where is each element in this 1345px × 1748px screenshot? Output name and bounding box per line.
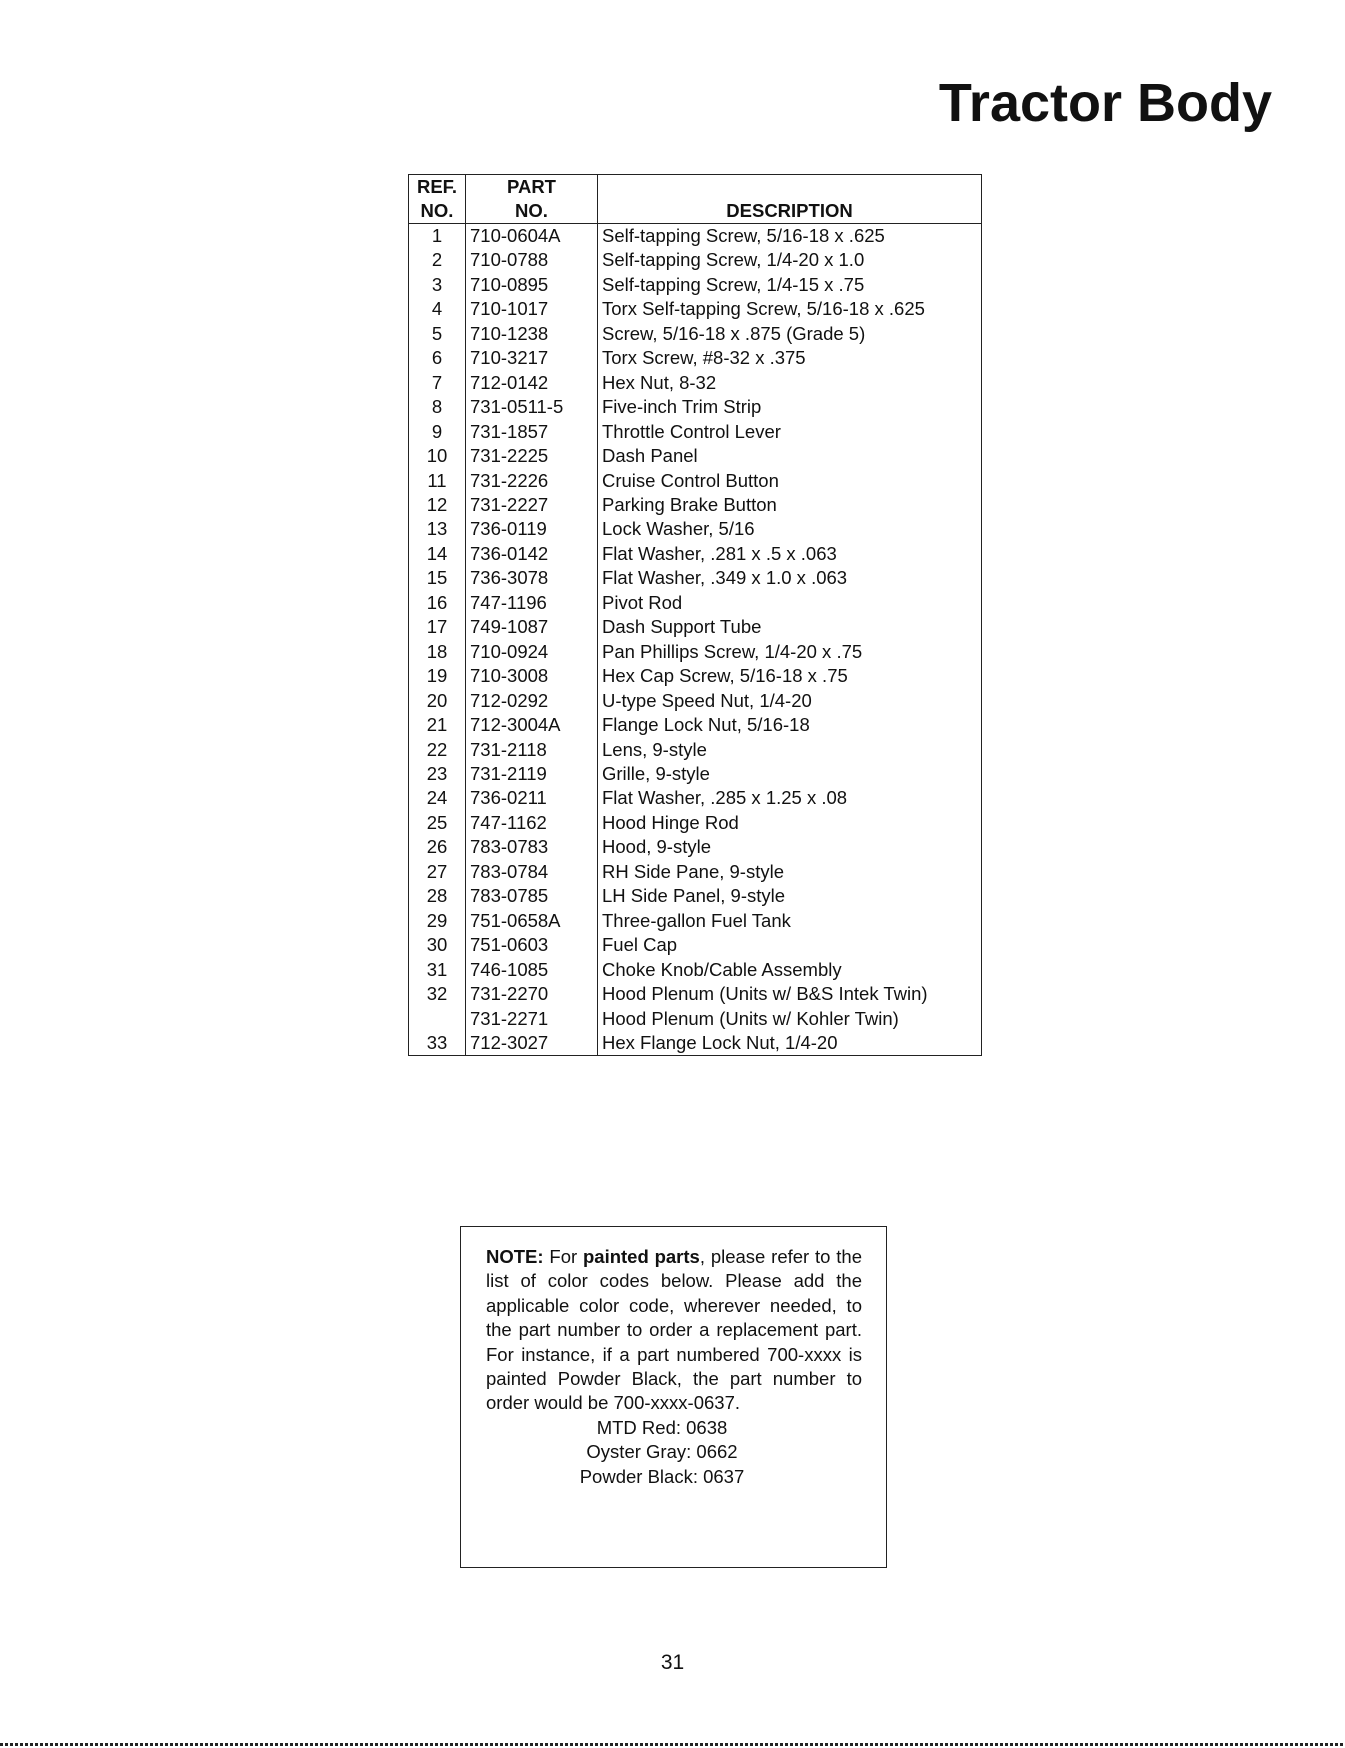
ref-no-cell: 12: [426, 493, 448, 515]
note-text-1: For: [543, 1246, 583, 1267]
table-row: [409, 615, 982, 639]
ref-no-cell: 5: [431, 322, 443, 344]
parts-table: [408, 174, 982, 1056]
table-row: [409, 542, 982, 566]
color-code-item: Oyster Gray: 0662: [586, 1441, 738, 1463]
part-no-cell: 712-0292: [466, 689, 598, 713]
description-cell: Pivot Rod: [598, 591, 982, 615]
ref-no-cell: 14: [426, 542, 448, 564]
color-codes-list: [486, 1416, 862, 1489]
table-row: [409, 346, 982, 370]
part-no-cell: 710-0604A: [466, 224, 598, 249]
ref-header-line2: NO.: [420, 200, 454, 221]
part-no-cell: 731-2225: [466, 444, 598, 468]
table-row: [409, 933, 982, 957]
table-row: [409, 517, 982, 541]
part-no-cell: 731-2227: [466, 493, 598, 517]
part-no-cell: 731-2118: [466, 738, 598, 762]
table-row: [409, 469, 982, 493]
color-code-item: Powder Black: 0637: [579, 1465, 745, 1487]
description-cell: Self-tapping Screw, 5/16-18 x .625: [598, 224, 982, 249]
table-row: [409, 395, 982, 419]
description-cell: Cruise Control Button: [598, 469, 982, 493]
part-no-cell: 710-1017: [466, 297, 598, 321]
description-cell: Torx Self-tapping Screw, 5/16-18 x .625: [598, 297, 982, 321]
description-cell: Lens, 9-style: [598, 738, 982, 762]
part-no-cell: 712-3027: [466, 1031, 598, 1056]
ref-no-cell: 21: [426, 714, 448, 736]
description-cell: Pan Phillips Screw, 1/4-20 x .75: [598, 640, 982, 664]
table-row: [409, 322, 982, 346]
parts-table-header: [409, 175, 982, 224]
part-no-cell: 736-0142: [466, 542, 598, 566]
part-no-cell: 710-3217: [466, 346, 598, 370]
description-cell: Throttle Control Lever: [598, 420, 982, 444]
table-row: [409, 982, 982, 1006]
description-cell: Fuel Cap: [598, 933, 982, 957]
description-cell: Hood Plenum (Units w/ Kohler Twin): [598, 1007, 982, 1031]
ref-no-cell: 19: [426, 665, 448, 687]
ref-no-cell: 7: [431, 371, 443, 393]
note-label: NOTE:: [486, 1246, 544, 1267]
description-cell: Self-tapping Screw, 1/4-15 x .75: [598, 273, 982, 297]
note-text-2: , please refer to the list of color codes below. Please add the applicable color code, wherever needed, to the part number to order a replacement part. For instance, if a part numbered 700-xxxx is painted Powder Black, the part number to order would be 700-xxxx-0637.: [486, 1246, 863, 1414]
ref-no-cell: 6: [431, 347, 443, 369]
table-row: [409, 664, 982, 688]
part-no-cell: 710-3008: [466, 664, 598, 688]
ref-no-cell: 2: [431, 249, 443, 271]
description-cell: Hex Nut, 8-32: [598, 371, 982, 395]
description-cell: Five-inch Trim Strip: [598, 395, 982, 419]
part-no-cell: 783-0783: [466, 835, 598, 859]
ref-no-cell: 8: [431, 396, 443, 418]
ref-no-cell: 17: [426, 616, 448, 638]
table-row: [409, 909, 982, 933]
table-row: [409, 689, 982, 713]
ref-no-cell: [409, 1007, 466, 1031]
table-row: [409, 860, 982, 884]
part-no-cell: 731-1857: [466, 420, 598, 444]
part-no-cell: 736-3078: [466, 566, 598, 590]
description-cell: LH Side Panel, 9-style: [598, 884, 982, 908]
description-cell: Hood, 9-style: [598, 835, 982, 859]
part-header-line2: NO.: [515, 200, 548, 221]
part-no-cell: 736-0211: [466, 786, 598, 810]
part-no-cell: 783-0785: [466, 884, 598, 908]
table-row: [409, 273, 982, 297]
description-cell: Lock Washer, 5/16: [598, 517, 982, 541]
description-cell: Screw, 5/16-18 x .875 (Grade 5): [598, 322, 982, 346]
part-no-cell: 712-3004A: [466, 713, 598, 737]
note-body: [486, 1245, 862, 1416]
table-row: [409, 713, 982, 737]
description-cell: Flat Washer, .285 x 1.25 x .08: [598, 786, 982, 810]
table-row: [409, 1007, 982, 1031]
ref-no-cell: 31: [426, 958, 448, 980]
painted-parts-note: [460, 1226, 887, 1568]
table-row: [409, 811, 982, 835]
part-no-cell: 710-0924: [466, 640, 598, 664]
part-no-cell: 710-0788: [466, 248, 598, 272]
ref-no-cell: 20: [426, 689, 448, 711]
ref-no-cell: 27: [426, 860, 448, 882]
description-cell: Flat Washer, .349 x 1.0 x .063: [598, 566, 982, 590]
description-cell: Choke Knob/Cable Assembly: [598, 958, 982, 982]
description-cell: Three-gallon Fuel Tank: [598, 909, 982, 933]
description-cell: Torx Screw, #8-32 x .375: [598, 346, 982, 370]
table-row: [409, 835, 982, 859]
part-no-cell: 731-2119: [466, 762, 598, 786]
table-row: [409, 248, 982, 272]
part-no-cell: 747-1196: [466, 591, 598, 615]
description-cell: Dash Panel: [598, 444, 982, 468]
part-no-cell: 747-1162: [466, 811, 598, 835]
description-cell: Hood Plenum (Units w/ B&S Intek Twin): [598, 982, 982, 1006]
part-no-cell: 731-2226: [466, 469, 598, 493]
ref-no-cell: 11: [427, 469, 447, 491]
bottom-dotted-rule: [0, 1743, 1345, 1746]
part-no-cell: 746-1085: [466, 958, 598, 982]
description-cell: Dash Support Tube: [598, 615, 982, 639]
part-no-cell: 712-0142: [466, 371, 598, 395]
table-row: [409, 224, 982, 249]
part-no-cell: 731-0511-5: [466, 395, 598, 419]
ref-no-cell: 32: [426, 983, 448, 1005]
part-no-cell: 751-0658A: [466, 909, 598, 933]
ref-no-cell: 23: [426, 762, 448, 784]
table-row: [409, 1031, 982, 1056]
part-no-cell: 736-0119: [466, 517, 598, 541]
description-cell: Self-tapping Screw, 1/4-20 x 1.0: [598, 248, 982, 272]
table-row: [409, 297, 982, 321]
table-row: [409, 884, 982, 908]
description-cell: Grille, 9-style: [598, 762, 982, 786]
table-row: [409, 493, 982, 517]
ref-no-cell: 18: [426, 640, 448, 662]
part-no-cell: 731-2270: [466, 982, 598, 1006]
ref-no-cell: 1: [431, 225, 443, 246]
ref-no-cell: 15: [426, 567, 448, 589]
part-no-cell: 710-0895: [466, 273, 598, 297]
ref-header-line1: REF.: [416, 176, 458, 197]
ref-no-cell: 29: [426, 909, 448, 931]
ref-no-cell: 10: [426, 445, 448, 467]
description-cell: Hex Cap Screw, 5/16-18 x .75: [598, 664, 982, 688]
table-row: [409, 566, 982, 590]
ref-no-header: [409, 175, 466, 224]
part-no-cell: 749-1087: [466, 615, 598, 639]
ref-no-cell: 26: [426, 836, 448, 858]
parts-table-body: [409, 224, 982, 1056]
table-row: [409, 444, 982, 468]
table-row: [409, 958, 982, 982]
description-cell: Flange Lock Nut, 5/16-18: [598, 713, 982, 737]
table-row: [409, 738, 982, 762]
ref-no-cell: 4: [431, 298, 443, 320]
color-code-item: MTD Red: 0638: [596, 1416, 728, 1438]
part-no-cell: 751-0603: [466, 933, 598, 957]
description-cell: Flat Washer, .281 x .5 x .063: [598, 542, 982, 566]
table-row: [409, 762, 982, 786]
table-row: [409, 640, 982, 664]
ref-no-cell: 22: [426, 738, 448, 760]
table-row: [409, 420, 982, 444]
description-header: DESCRIPTION: [598, 175, 982, 224]
page-title: Tractor Body: [938, 73, 1272, 133]
part-no-header: [466, 175, 598, 224]
ref-no-cell: 25: [426, 811, 448, 833]
ref-no-cell: 33: [426, 1031, 448, 1053]
ref-no-cell: 16: [426, 591, 448, 613]
table-row: [409, 591, 982, 615]
ref-no-cell: 28: [426, 885, 448, 907]
note-bold-phrase: painted parts: [582, 1246, 700, 1267]
ref-no-cell: 3: [431, 273, 443, 295]
part-no-cell: 710-1238: [466, 322, 598, 346]
table-row: [409, 786, 982, 810]
table-row: [409, 371, 982, 395]
ref-no-cell: 9: [431, 420, 443, 442]
description-cell: Hex Flange Lock Nut, 1/4-20: [598, 1031, 982, 1056]
page-number: 31: [660, 1651, 685, 1674]
description-cell: Hood Hinge Rod: [598, 811, 982, 835]
description-cell: RH Side Pane, 9-style: [598, 860, 982, 884]
part-no-cell: 731-2271: [466, 1007, 598, 1031]
ref-no-cell: 30: [426, 934, 448, 956]
description-cell: Parking Brake Button: [598, 493, 982, 517]
ref-no-cell: 24: [426, 787, 448, 809]
ref-no-cell: 13: [426, 518, 448, 540]
part-no-cell: 783-0784: [466, 860, 598, 884]
description-cell: U-type Speed Nut, 1/4-20: [598, 689, 982, 713]
part-header-line1: PART: [507, 176, 556, 197]
